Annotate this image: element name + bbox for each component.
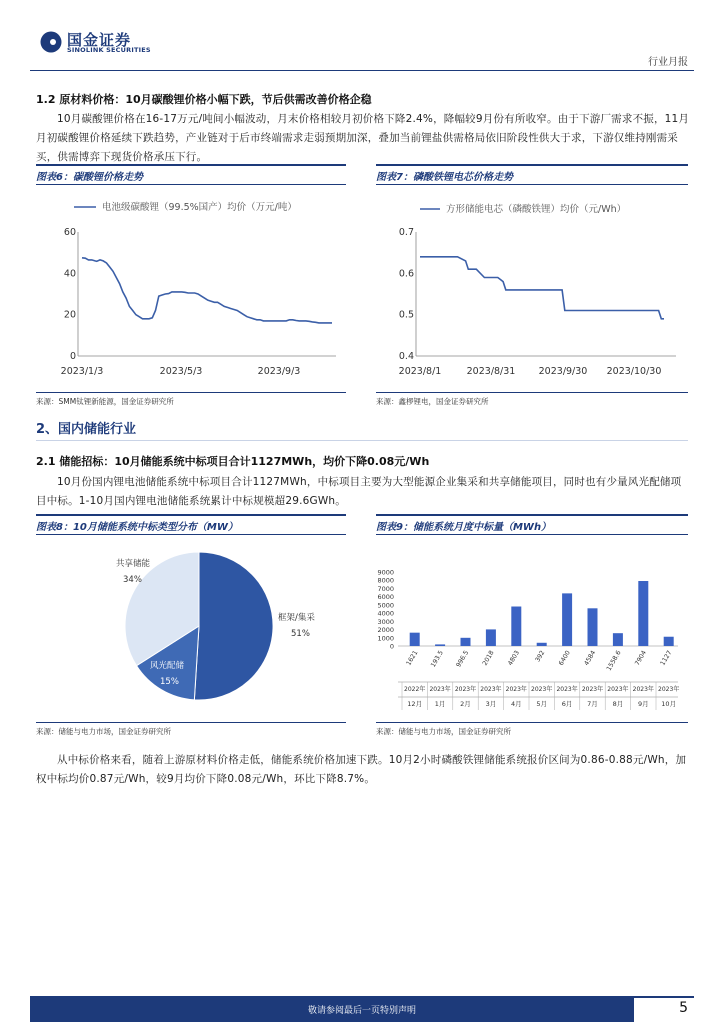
fig9-value-label-0: 1621 [405,649,420,667]
fig9-y-tick-1: 1000 [377,634,394,643]
page-number: 5 [679,1000,688,1016]
closing-paragraph: 从中标价格来看，随着上游原材料价格走低，储能系统价格加速下跌。10月2小时磷酸铁锂储能系统报价区间为0.86-0.88元/Wh，加权中标均价0.87元/Wh，较9月均价下降0.08元/Wh，环比下降8.7%。 [36,754,687,785]
fig9-bar-5 [537,643,547,646]
fig7-x-tick-2: 2023/9/30 [538,366,588,377]
fig6-y-ticks [64,227,76,362]
page-number-box [634,996,694,1024]
fig9-bar-10 [664,637,674,646]
brand-name-cn: 国金证券 [67,31,132,49]
fig9-year-label-0: 2022年 [404,686,426,693]
fig6-legend-label: 电池级碳酸锂（99.5%国产）均价（万元/吨） [102,202,297,213]
fig9-y-tick-8: 8000 [377,576,394,585]
figure6-source-divider [36,392,346,393]
fig6-x-tick-0: 2023/1/3 [60,366,104,377]
fig9-value-label-4: 4803 [506,649,522,667]
fig9-y-tick-7: 7000 [377,584,394,593]
fig8-label-wind-solar: 风光配储 [150,661,185,671]
fig9-month-label-3: 3月 [485,700,497,708]
figure9-source-divider [376,722,688,723]
fig9-y-tick-2: 2000 [377,626,394,635]
fig9-month-label-1: 1月 [434,700,446,708]
fig8-pct-framework: 51% [291,629,310,639]
fig6-y-tick-0: 0 [69,351,76,362]
fig9-year-label-4: 2023年 [505,686,527,693]
figure6-source: 来源：SMM钛锂新能源，国金证券研究所 [36,397,174,406]
figure8-title-bar [36,514,346,535]
figure8-title: 图表8：10月储能系统中标类型分布（MW） [36,522,238,533]
figure8-source-divider [36,722,346,723]
fig9-month-label-10: 10月 [661,700,677,708]
fig9-value-label-8: 1558.6 [605,649,623,673]
fig9-y-tick-6: 6000 [377,593,394,602]
fig9-y-tick-5: 5000 [377,601,394,610]
fig9-year-label-1: 2023年 [429,686,451,693]
fig9-year-label-7: 2023年 [581,686,604,693]
figure8-source: 来源：储能与电力市场，国金证券研究所 [36,727,171,736]
fig9-bars [405,581,673,672]
fig7-x-tick-1: 2023/8/31 [466,366,516,377]
fig7-y-tick-1: 0.5 [398,309,414,321]
fig9-value-label-10: 1127 [659,649,674,667]
fig9-value-label-9: 7904 [633,649,649,667]
fig6-x-tick-1: 2023/5/3 [159,366,203,377]
fig9-month-label-2: 2月 [460,700,471,708]
fig9-bar-7 [588,608,598,646]
figure6-title-bar [36,164,346,185]
fig9-bar-9 [638,581,648,646]
figure8-chart [36,538,346,718]
fig6-x-ticks [61,366,301,377]
fig8-slice-0 [194,552,273,700]
figure7-title-bar [376,164,688,185]
fig8-pct-shared: 34% [123,575,142,585]
fig9-value-label-5: 392 [534,649,547,664]
fig9-month-label-5: 5月 [536,700,548,708]
figure9-title: 图表9：储能系统月度中标量（MWh） [376,522,552,533]
fig9-bar-4 [511,607,521,646]
fig9-year-label-6: 2023年 [556,686,578,693]
fig8-label-shared: 共享储能 [116,559,151,569]
fig9-year-label-9: 2023年 [632,686,654,693]
figure9-source: 来源：储能与电力市场，国金证券研究所 [376,727,511,736]
fig9-year-label-3: 2023年 [480,686,502,693]
report-type: 行业月报 [648,57,688,68]
fig8-label-framework: 框架/集采 [278,613,315,623]
fig9-month-label-8: 8月 [612,700,624,708]
fig9-value-label-6: 6400 [557,649,572,667]
figure9-title-bar [376,514,688,535]
fig6-y-tick-3: 60 [63,227,76,238]
figure7-chart [376,188,688,388]
section-1-2-title: 1.2 原材料价格：10月碳酸锂价格小幅下跌，节后供需改善价格企稳 [36,93,372,106]
fig9-bar-3 [486,629,496,646]
fig9-y-tick-4: 4000 [377,609,394,618]
fig9-category-table [398,682,679,710]
fig6-x-tick-2: 2023/9/3 [257,366,301,377]
fig7-x-tick-0: 2023/8/1 [398,366,442,377]
fig8-pct-wind-solar: 15% [160,677,179,687]
footer-disclaimer-link[interactable]: 敬请参阅最后一页特别声明 [307,1006,416,1016]
fig7-legend-label: 方形储能电芯（磷酸铁锂）均价（元/Wh） [446,204,627,215]
figure6-title: 图表6：碳酸锂价格走势 [36,172,143,183]
figure6-chart [36,188,346,388]
fig9-y-ticks [377,569,394,651]
fig6-y-tick-1: 20 [63,309,76,321]
fig9-y-tick-3: 3000 [377,617,394,626]
fig6-y-tick-2: 40 [63,268,76,280]
fig9-bar-1 [435,644,445,646]
fig9-value-label-3: 2018 [481,649,496,667]
fig9-year-label-2: 2023年 [454,686,477,693]
fig6-series-line [82,258,332,323]
brand-name-en: SINOLINK SECURITIES [67,46,151,54]
fig7-series-line [420,257,664,319]
fig7-y-tick-0: 0.4 [398,351,414,362]
figure7-title: 图表7：磷酸铁锂电芯价格走势 [376,172,513,183]
footer-bar [30,996,694,1022]
fig9-year-label-5: 2023年 [531,686,553,693]
fig9-value-label-2: 996.5 [455,649,471,669]
fig9-month-label-9: 9月 [637,700,649,708]
fig9-bar-6 [562,593,572,646]
fig9-year-label-8: 2023年 [607,686,629,693]
header-divider [30,70,694,71]
fig9-month-label-6: 6月 [561,700,573,708]
fig7-x-ticks [399,366,662,377]
fig9-month-label-4: 4月 [510,700,522,708]
fig9-value-label-7: 4584 [583,649,598,667]
section-2-title: 2、国内储能行业 [36,422,137,437]
fig9-month-label-7: 7月 [587,700,598,708]
section-1-2-paragraph: 10月碳酸锂价格在16-17万元/吨间小幅波动，月末价格相较月初价格下降2.4%，降幅较9月份有所收窄。由于下游厂需求不振，11月月初碳酸锂价格延续下跌趋势，产业链对于后市终端需求走弱预期加深，叠加当前锂盐供需格局依旧阶段性供大于求，下游仅维持刚需采买，供需博弈下现货价格承压下行。 [36,113,690,163]
fig9-y-tick-0: 0 [389,642,394,651]
figure7-source-divider [376,392,688,393]
fig7-y-tick-3: 0.7 [398,227,414,238]
fig9-year-label-10: 2023年 [658,686,680,693]
figure9-chart [376,538,688,718]
figure7-source: 来源：鑫椤锂电，国金证券研究所 [376,397,489,406]
section-2-1-title: 2.1 储能招标：10月储能系统中标项目合计1127MWh，均价下降0.08元/Wh [36,455,430,468]
fig7-y-ticks [399,227,414,362]
fig9-value-label-1: 193.5 [429,649,445,669]
section-2-1-paragraph: 10月份国内锂电池储能系统中标项目合计1127MWh，中标项目主要为大型能源企业集采和共享储能项目，同时也有少量风光配储项目中标。1-10月国内锂电池储能系统累计中标规模超29.6GWh。 [36,476,682,507]
fig9-bar-8 [613,633,623,646]
fig9-bar-0 [410,633,420,646]
fig9-y-tick-9: 9000 [377,568,394,577]
section-2-divider [36,440,688,441]
fig9-bar-2 [461,638,471,646]
fig7-x-tick-3: 2023/10/30 [606,366,662,377]
fig9-month-label-0: 12月 [407,700,423,708]
fig8-slices [125,552,273,700]
sinolink-logo-icon [40,31,62,53]
fig7-y-tick-2: 0.6 [398,268,414,280]
